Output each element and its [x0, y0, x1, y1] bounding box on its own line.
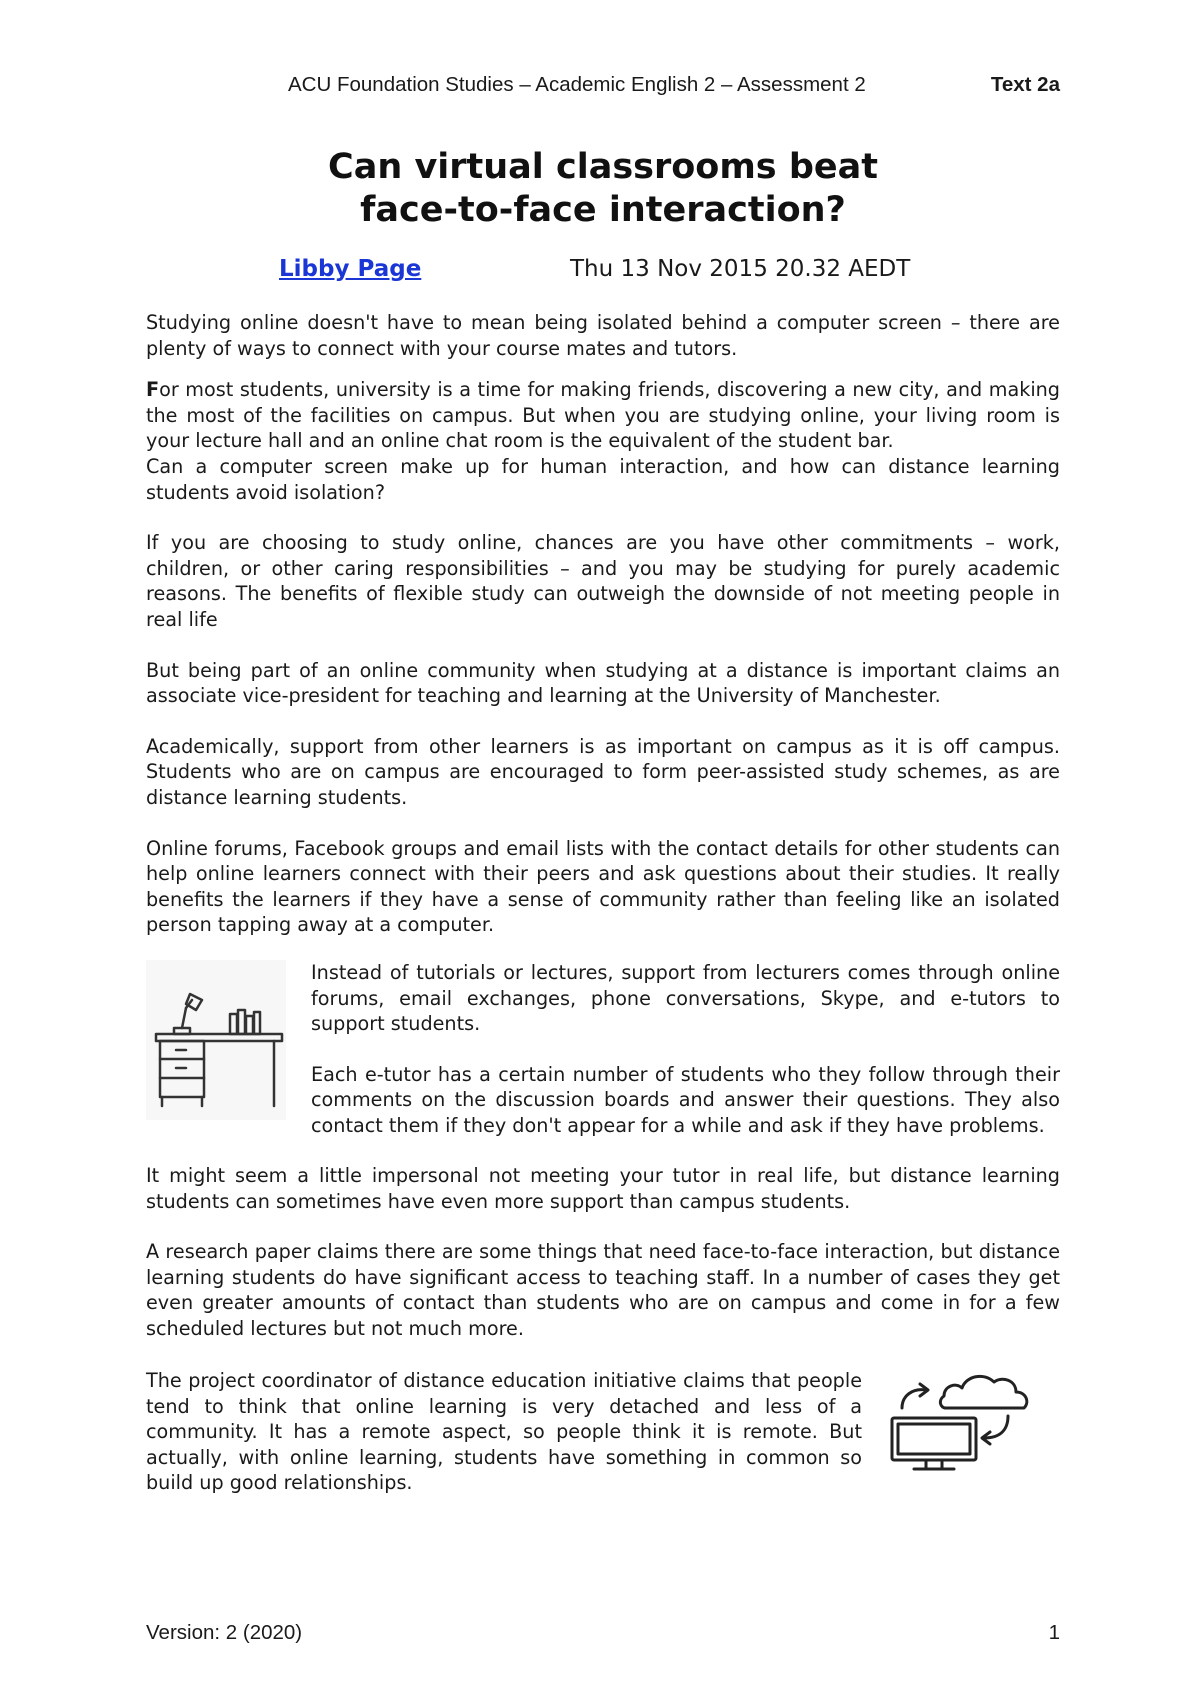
desk-text — [311, 960, 1060, 1139]
title-line-1: Can virtual classrooms beat — [328, 147, 878, 187]
article-title — [146, 146, 1060, 232]
desk-icon — [146, 960, 286, 1120]
standfirst: Studying online doesn't have to mean being isolated behind a computer screen – there are plenty of ways to connect with your course mates and tutors. — [146, 311, 1060, 360]
paragraph-5: Online forums, Facebook groups and email lists with the contact details for other students can help online learners connect with their peers and ask questions about their studies. It really benefits the learners if they have a sense of community rather than feeling like an isolated person tapping away at a computer. — [146, 836, 1060, 937]
paragraph-7: Each e-tutor has a certain number of students who they follow through their comments on the discussion boards and answer their questions. They also contact them if they don't appear for a while and ask if they have problems. — [311, 1062, 1060, 1137]
paragraph-10: The project coordinator of distance education initiative claims that people tend to think that online learning is very detached and less of a community. It has a remote aspect, so people think it is remote. But actually, with online learning, students have something in common so build up good relationships. — [146, 1369, 862, 1495]
version-label: Version: 2 (2020) — [146, 1621, 303, 1644]
page-number: 1 — [1048, 1621, 1060, 1644]
paragraph-2: If you are choosing to study online, chances are you have other commitments – work, children, or other caring responsibilities – and you may be studying for purely academic reasons. The benefits of flexible study can outweigh the downside of not meeting people in real life — [146, 531, 1060, 631]
cloud-computer-icon — [884, 1368, 1054, 1478]
dropcap: F — [146, 378, 160, 402]
course-header: ACU Foundation Studies – Academic English 2 – Assessment 2 — [288, 73, 866, 96]
paragraph-4: Academically, support from other learners is as important on campus as it is off campus. Students who are on campus are encouraged to form peer-assisted study schemes, as are distance learning students. — [146, 734, 1060, 809]
paragraph-8: It might seem a little impersonal not meeting your tutor in real life, but distance learning students can sometimes have even more support than campus students. — [146, 1164, 1060, 1213]
paragraph-1 — [146, 377, 1060, 454]
text-tag: Text 2a — [990, 73, 1060, 96]
paragraph-9: A research paper claims there are some things that need face-to-face interaction, but distance learning students do have significant access to teaching staff. In a number of cases they get even greater amounts of contact than students who are on campus and come in for a few scheduled lectures but not much more. — [146, 1240, 1060, 1340]
paragraph-1b: Can a computer screen make up for human interaction, and how can distance learning students avoid isolation? — [146, 454, 1060, 504]
article-body-middle — [146, 1163, 1060, 1342]
publish-date: Thu 13 Nov 2015 20.32 AEDT — [570, 256, 911, 282]
article-body-top — [146, 310, 1060, 938]
paragraph-3: But being part of an online community when studying at a distance is important claims an associate vice-president for teaching and learning at the University of Manchester. — [146, 658, 1060, 708]
title-line-2: face-to-face interaction? — [360, 190, 846, 230]
paragraph-1-text: or most students, university is a time for making friends, discovering a new city, and making the most of the facilities on campus. But when you are studying online, your living room is your lecture hall and an online chat room is the equivalent of the student bar. — [146, 378, 1060, 453]
paragraph-6: Instead of tutorials or lectures, support from lecturers comes through online forums, email exchanges, phone conversations, Skype, and e-tutors to support students. — [311, 961, 1060, 1036]
page-header — [288, 72, 1060, 98]
author-link[interactable]: Libby Page — [279, 256, 422, 282]
